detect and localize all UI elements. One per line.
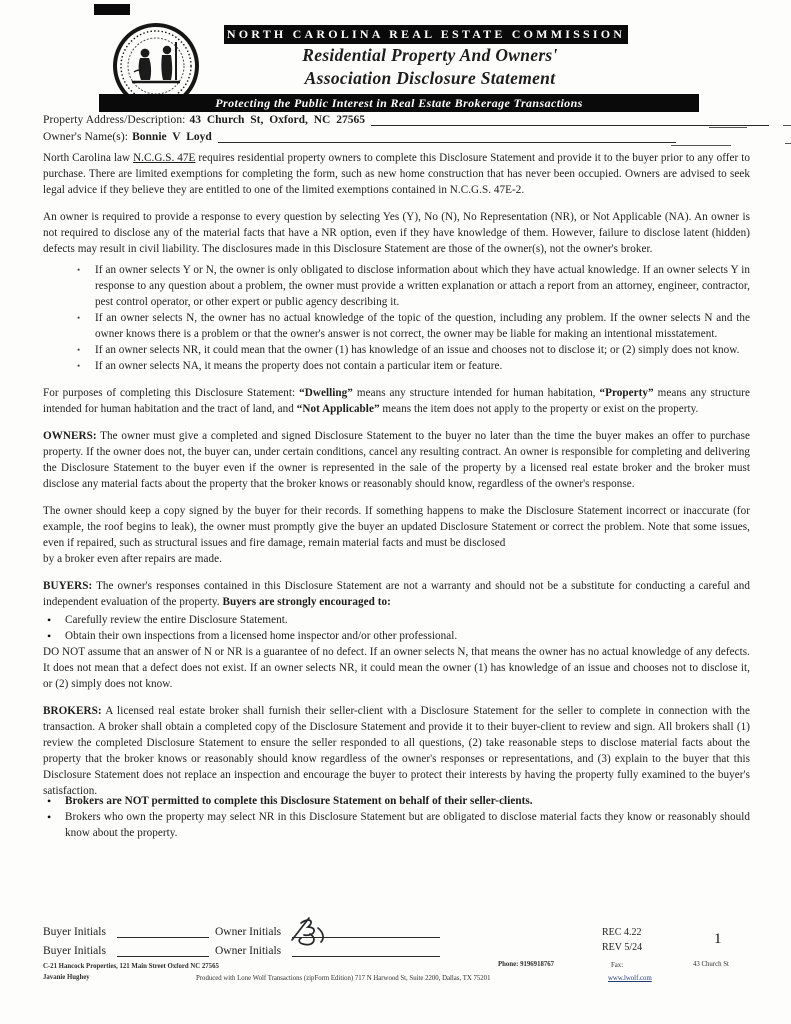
produced-with-text: Produced with Lone Wolf Transactions (zipForm Edition) 717 N Harwood St, Suite 2200, Dallas, TX 75201 (196, 975, 491, 982)
form-title-line1: Residential Property And Owners' (302, 45, 558, 65)
scan-registration-mark (94, 4, 130, 15)
footer-phone: Phone: 9196918767 (498, 961, 555, 968)
commission-title-bar: NORTH CAROLINA REAL ESTATE COMMISSION (224, 25, 628, 44)
owner-selection-bullets (43, 262, 750, 374)
list-item: • Brokers who own the property may select NR in this Disclosure Statement but are obligated to disclose material facts they know or reasonably should know about the property. (43, 809, 750, 841)
buyers-paragraph: BUYERS: The owner's responses contained in this Disclosure Statement are not a warranty and should not be a substitute for conducting a careful and independent evaluation of the property. Buyers are strongly encouraged to: (43, 580, 750, 608)
owner-name-label: Owner's Name(s): (43, 131, 129, 143)
form-title (160, 44, 700, 90)
buyer-initials-label: Buyer Initials (43, 926, 106, 938)
brokerage-name: C-21 Hancock Properties, 121 Main Street Oxford NC 27565 (43, 963, 219, 970)
owners-paragraph: OWNERS: The owner must give a completed and signed Disclosure Statement to the buyer no later than the time the buyer makes an offer to purchase property. If the owner does not, the buyer can, under certain conditions, cancel any resulting contract. An owner is responsible for completing and delivering the Disclosure Statement to the buyer even if the owner is represented in the sale of the property by a licensed real estate broker and the broker must disclose any material facts about the property that the broker knows or reasonably should know, regardless of the owner's response. (43, 430, 750, 490)
buyers-bullets (43, 612, 750, 644)
list-item: • If an owner selects NA, it means the property does not contain a particular item or feature. (43, 358, 750, 374)
property-address-row (43, 113, 749, 130)
list-item: • If an owner selects N, the owner has no actual knowledge of the topic of the question, including any problem. If the owner selects N and the owner knows there is a problem or that the owner's answer is not correct, the owner may be liable for making an intentional misstatement. (43, 310, 750, 342)
buyers-heading: BUYERS: (43, 580, 93, 592)
owner-name-value[interactable]: Bonnie V Loyd (132, 131, 212, 143)
do-not-assume-paragraph: DO NOT assume that an answer of N or NR is a guarantee of no defect. If an owner selects N, that means the owner has no actual knowledge of any defects. It does not mean that a defect does not exist. If an owner selects NR, it could mean the owner (1) has knowledge of an issue and chooses not to disclose it, or (2) simply does not know. (43, 646, 750, 690)
page-number: 1 (714, 931, 722, 947)
form-revision-block (602, 925, 642, 955)
brokers-bullets (43, 793, 750, 841)
response-paragraph: An owner is required to provide a response to every question by selecting Yes (Y), No (N), No Representation (NR), or Not Applicable (NA). An owner is not required to disclose any of the material facts that have a NR option, even if they have knowledge of them. However, failure to disclose latent (hidden) defects may result in civil liability. The disclosures made in this Disclosure Statement are those of the owner(s), not the owner's broker. (43, 211, 750, 255)
owner-name-row (43, 130, 749, 147)
owners-heading: OWNERS: (43, 430, 97, 442)
property-address-value[interactable]: 43 Church St, Oxford, NC 27565 (189, 114, 365, 126)
intro-paragraph: North Carolina law N.C.G.S. 47E requires residential property owners to complete this Disclosure Statement and provide it to the buyer prior to any offer to purchase. There are limited exemptions for completing the form, such as new home construction that has never been occupied. Owners are advised to seek legal advice if they believe they are entitled to one of the limited exemptions contained in N.C.G.S. 47E-2. (43, 152, 750, 196)
owner-initials-label: Owner Initials (215, 945, 282, 957)
buyer-initials-label: Buyer Initials (43, 945, 106, 957)
rev-date: REV 5/24 (602, 942, 643, 953)
initials-block (43, 924, 749, 962)
tagline-bar: Protecting the Public Interest in Real Estate Brokerage Transactions (99, 94, 699, 112)
agent-name: Javanie Hughey (43, 974, 90, 981)
list-item: • Brokers are NOT permitted to complete this Disclosure Statement on behalf of their seller-clients. (43, 793, 750, 809)
list-item: • Obtain their own inspections from a licensed home inspector and/or other professional. (43, 628, 750, 644)
initials-row-1 (43, 924, 749, 943)
list-item: • If an owner selects NR, it could mean that the owner (1) has knowledge of an issue and chooses not to disclose it; or (2) simply does not know. (43, 342, 750, 358)
owner-name-line[interactable] (218, 130, 676, 143)
keep-copy-paragraph: The owner should keep a copy signed by the buyer for their records. If something happens to make the Disclosure Statement incorrect or inaccurate (for example, the roof begins to leak), the owner must promptly give the buyer an updated Disclosure Statement or correct the problem. Note that some issues, even if repaired, such as structural issues and fire damage, remain material facts and must be disclosed by a broker even after repairs are made. (43, 505, 750, 565)
form-title-line2: Association Disclosure Statement (304, 68, 556, 88)
buyer-initials-line[interactable] (117, 924, 209, 938)
brokers-paragraph: BROKERS: A licensed real estate broker shall furnish their seller-client with a Disclosure Statement for the seller to complete in connection with the transaction. A broker shall obtain a completed copy of the Disclosure Statement and provide it to their buyer-client to review and sign. All brokers shall (1) review the completed Disclosure Statement to ensure the seller responded to all questions, (2) take reasonable steps to disclose material facts about the property that the broker knows or reasonably should know regardless of the owner's responses or representations, and (3) explain to the buyer that this Disclosure Statement does not replace an inspection and encourage the buyer to protect their interests by having the property fully examined to the buyer's satisfaction. (43, 705, 750, 797)
list-item: • Carefully review the entire Disclosure Statement. (43, 612, 750, 628)
property-address-line[interactable] (371, 113, 769, 126)
document-body (43, 150, 750, 843)
buyer-initials-line[interactable] (117, 943, 209, 957)
lwolf-website-link[interactable]: www.lwolf.com (608, 975, 652, 982)
footer-fax: Fax: (611, 962, 624, 969)
footer-property-ref: 43 Church St (693, 961, 729, 968)
definitions-paragraph: For purposes of completing this Disclosure Statement: “Dwelling” means any structure intended for human habitation, “Property” means any structure intended for human habitation and the tract of land, and “Not Applicable” means the item does not apply to the property or exist on the property. (43, 387, 750, 415)
list-item: • If an owner selects Y or N, the owner is only obligated to disclose information about which they have actual knowledge. If an owner selects Y in response to any question about a problem, the owner must provide a written explanation or attach a report from an attorney, engineer, contractor, pest control operator, or other expert or public agency describing it. (43, 262, 750, 310)
rec-number: REC 4.22 (602, 927, 642, 938)
owner-initials-label: Owner Initials (215, 926, 282, 938)
owner-initials-line[interactable] (292, 943, 440, 957)
initials-row-2 (43, 943, 749, 962)
statute-reference: N.C.G.S. 47E (133, 152, 196, 164)
brokers-heading: BROKERS: (43, 705, 102, 717)
form-fields (43, 113, 749, 147)
property-address-label: Property Address/Description: (43, 114, 186, 126)
